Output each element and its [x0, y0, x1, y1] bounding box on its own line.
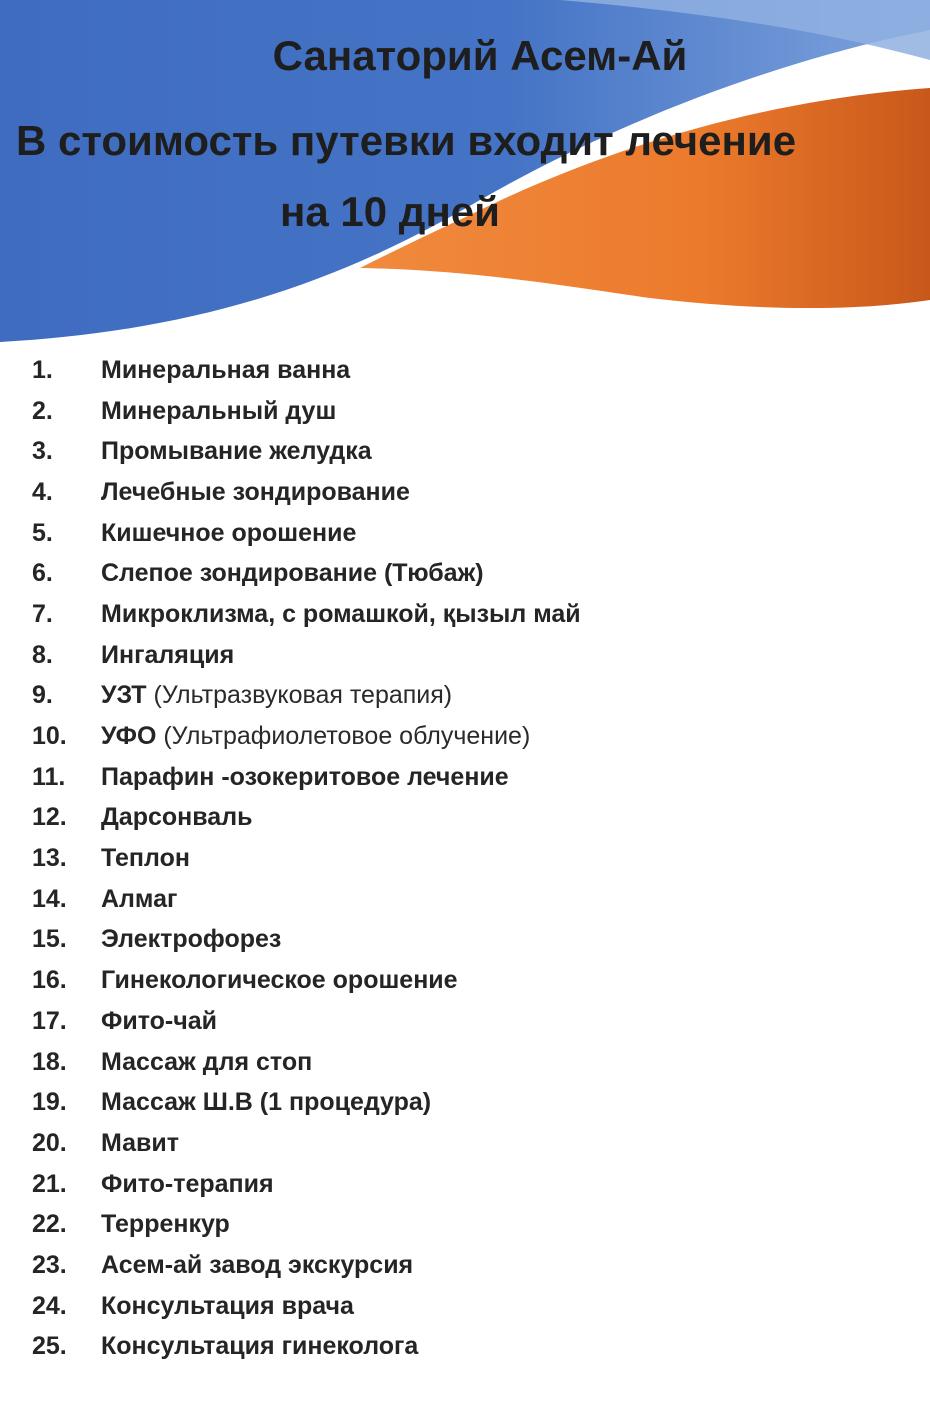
list-item-number: 12.: [32, 803, 67, 832]
list-item-label: Парафин -озокеритовое лечение: [101, 762, 509, 791]
list-item-number: 13.: [32, 844, 67, 873]
list-item-label: Консультация гинеколога: [101, 1332, 419, 1361]
list-item: [32, 960, 581, 1001]
list-item-description: (Ультразвуковая терапия): [146, 681, 453, 710]
list-item-label: Терренкур: [101, 1210, 230, 1239]
list-item: [32, 1001, 581, 1042]
list-item-label: Фито-терапия: [101, 1169, 274, 1198]
list-item-label: Асем-ай завод экскурсия: [101, 1250, 414, 1279]
list-item-abbreviation: УФО: [101, 722, 157, 751]
list-item: [32, 1286, 581, 1327]
list-item: [32, 1327, 581, 1368]
list-item-label: Промывание желудка: [101, 437, 372, 466]
list-item: [32, 513, 581, 554]
list-item-number: 2.: [32, 396, 53, 425]
list-item: [32, 1204, 581, 1245]
list-item: [32, 594, 581, 635]
list-item-label: Теплон: [101, 844, 190, 873]
subtitle-line-2: на 10 дней: [280, 188, 500, 235]
list-item-number: 23.: [32, 1250, 67, 1279]
list-item-number: 19.: [32, 1088, 67, 1117]
list-item: [32, 879, 581, 920]
list-item-label: Кишечное орошение: [101, 518, 357, 547]
list-item-number: 5.: [32, 518, 53, 547]
list-item: [32, 431, 581, 472]
list-item: [32, 635, 581, 676]
list-item: [32, 472, 581, 513]
list-item-number: 8.: [32, 640, 53, 669]
list-item-number: 15.: [32, 925, 67, 954]
list-item-label: Ингаляция: [101, 640, 235, 669]
list-item-label: [101, 722, 530, 751]
list-item: [32, 838, 581, 879]
list-item: [32, 1245, 581, 1286]
list-item-number: 11.: [32, 762, 66, 791]
list-item-label: Гинекологическое орошение: [101, 966, 458, 995]
list-item-number: 7.: [32, 599, 53, 628]
list-item: [32, 920, 581, 961]
list-item: [32, 1164, 581, 1205]
list-item-number: 20.: [32, 1128, 67, 1157]
list-item-number: 9.: [32, 681, 53, 710]
list-item-label: [101, 681, 452, 710]
list-item: [32, 1042, 581, 1083]
list-item-number: 6.: [32, 559, 53, 588]
list-item-label: Массаж для стоп: [101, 1047, 313, 1076]
procedure-list: [32, 350, 581, 1367]
list-item-number: 25.: [32, 1332, 67, 1361]
list-item: [32, 391, 581, 432]
list-item-label: Минеральный душ: [101, 396, 337, 425]
list-item-label: Фито-чай: [101, 1006, 218, 1035]
list-item-number: 3.: [32, 437, 53, 466]
list-item-number: 4.: [32, 477, 53, 506]
list-item: [32, 798, 581, 839]
list-item-number: 17.: [32, 1006, 67, 1035]
list-item-label: Консультация врача: [101, 1291, 354, 1320]
list-item-number: 24.: [32, 1291, 67, 1320]
list-item-number: 18.: [32, 1047, 67, 1076]
list-item-description: (Ультрафиолетовое облучение): [156, 722, 531, 751]
list-item: [32, 350, 581, 391]
list-item-number: 10.: [32, 722, 67, 751]
list-item: [32, 757, 581, 798]
list-item-abbreviation: УЗТ: [101, 681, 147, 710]
list-item: [32, 1123, 581, 1164]
list-item-label: Мавит: [101, 1128, 180, 1157]
list-item-label: Лечебные зондирование: [101, 477, 410, 506]
list-item-label: Массаж Ш.В (1 процедура): [101, 1088, 432, 1117]
subtitle-line-1: В стоимость путевки входит лечение: [16, 117, 797, 164]
list-item-number: 1.: [32, 355, 53, 384]
list-item: [32, 676, 581, 717]
list-item-label: Дарсонваль: [101, 803, 253, 832]
list-item-label: Микроклизма, с ромашкой, қызыл май: [101, 599, 581, 628]
list-item-label: Электрофорез: [101, 925, 282, 954]
list-item-number: 14.: [32, 884, 67, 913]
list-item: [32, 716, 581, 757]
list-item: [32, 1082, 581, 1123]
page-title: Санаторий Асем-Ай: [272, 32, 688, 79]
list-item-number: 22.: [32, 1210, 67, 1239]
list-item-number: 16.: [32, 966, 67, 995]
list-item-label: Минеральная ванна: [101, 355, 351, 384]
list-item-label: Алмаг: [101, 884, 178, 913]
list-item-number: 21.: [32, 1169, 67, 1198]
list-item-label: Слепое зондирование (Тюбаж): [101, 559, 484, 588]
list-item: [32, 553, 581, 594]
